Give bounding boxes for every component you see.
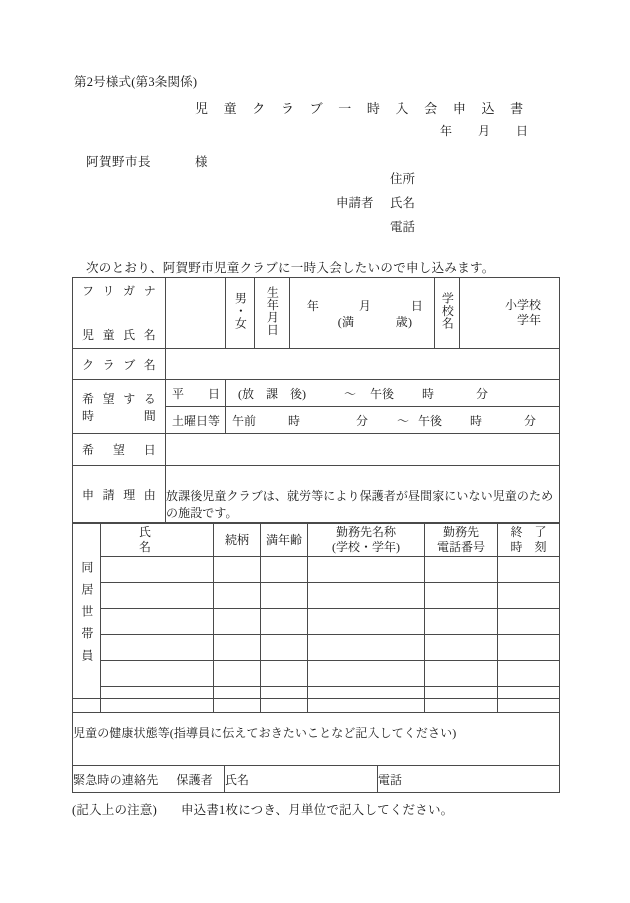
household-table bbox=[72, 523, 560, 713]
birth-age-close: 歳) bbox=[395, 314, 413, 329]
reason-text-cell[interactable] bbox=[166, 466, 560, 523]
school-name-label-cell bbox=[435, 278, 460, 349]
emergency-row bbox=[73, 766, 560, 793]
household-cell-workphone[interactable] bbox=[425, 609, 498, 635]
saturday-tilde: ～ bbox=[396, 413, 409, 428]
club-name-label: ク ラ ブ 名 bbox=[82, 357, 156, 372]
household-cell-workplace[interactable] bbox=[308, 609, 425, 635]
saturday-hour-label: 時 bbox=[288, 413, 301, 428]
birth-month-label: 月 bbox=[358, 298, 372, 313]
household-header-row bbox=[73, 524, 560, 557]
household-cell-age[interactable] bbox=[261, 661, 308, 687]
household-col-name-label: 氏 名 bbox=[139, 525, 176, 554]
saturday-label-cell bbox=[166, 407, 226, 434]
school-grade-cell[interactable] bbox=[460, 278, 560, 349]
saturday-time-cell[interactable] bbox=[226, 407, 560, 434]
date-day-label: 日 bbox=[516, 124, 529, 138]
gender-label-cell bbox=[226, 278, 255, 349]
table-row bbox=[73, 661, 560, 687]
household-col-age-label: 満年齢 bbox=[265, 532, 302, 547]
table-row bbox=[73, 583, 560, 609]
household-side-label: 同居世帯員 bbox=[79, 561, 94, 671]
household-cell-relation[interactable] bbox=[214, 557, 261, 583]
applicant-label: 申請者 bbox=[336, 196, 374, 210]
applicant-address-row bbox=[336, 167, 415, 191]
household-cell-workplace[interactable] bbox=[308, 635, 425, 661]
household-cell-relation[interactable] bbox=[214, 583, 261, 609]
application-table bbox=[72, 277, 560, 523]
date-year-label: 年 bbox=[440, 124, 453, 138]
household-col-relation bbox=[214, 524, 261, 557]
reason-text: 放課後児童クラブは、就労等により保護者が昼間家にいない児童のための施設です。 bbox=[166, 489, 554, 520]
child-name-row bbox=[73, 278, 560, 349]
applicant-phone-row bbox=[336, 215, 415, 239]
addressee-name: 阿賀野市長 bbox=[86, 155, 152, 169]
household-cell-endtime[interactable] bbox=[498, 635, 560, 661]
reason-label-cell bbox=[73, 466, 166, 523]
household-cell-workphone[interactable] bbox=[425, 635, 498, 661]
household-cell-name[interactable] bbox=[101, 661, 214, 687]
birth-age-open: (満 bbox=[337, 314, 355, 329]
household-cell-endtime[interactable] bbox=[498, 557, 560, 583]
weekday-tilde: ～ bbox=[343, 386, 356, 401]
applicant-phone-label: 電話 bbox=[390, 220, 416, 234]
household-col-workphone bbox=[425, 524, 498, 557]
reason-label: 申 請 理 由 bbox=[82, 487, 156, 502]
birthdate-label: 生年月日 bbox=[265, 286, 280, 336]
intro-text: 次のとおり、阿賀野市児童クラブに一時入会したいので申し込みます。 bbox=[86, 261, 495, 275]
birthdate-input-cell[interactable] bbox=[290, 278, 435, 349]
furigana-label: フリガナ bbox=[82, 284, 156, 298]
reason-row bbox=[73, 466, 560, 523]
saturday-minute2-label: 分 bbox=[524, 413, 537, 428]
emergency-guardian-label: 保護者 bbox=[176, 772, 214, 787]
household-cell-workphone[interactable] bbox=[425, 557, 498, 583]
emergency-label: 緊急時の連絡先 bbox=[73, 772, 159, 787]
household-cell-endtime[interactable] bbox=[498, 661, 560, 687]
applicant-block bbox=[336, 167, 415, 239]
addressee-honorific: 様 bbox=[195, 155, 209, 169]
household-col-name bbox=[101, 524, 214, 557]
desired-time-label-line1: 希 望 す る bbox=[82, 391, 156, 406]
emergency-name-label: 氏名 bbox=[225, 772, 250, 787]
school-line-1: 小学校 bbox=[504, 298, 541, 312]
desired-time-label-line2: 時 間 bbox=[82, 408, 156, 423]
desired-time-label-cell bbox=[73, 380, 166, 434]
household-cell-endtime[interactable] bbox=[498, 583, 560, 609]
saturday-pm-label: 午後 bbox=[418, 413, 443, 428]
birthdate-label-cell bbox=[255, 278, 290, 349]
table-row bbox=[73, 635, 560, 661]
weekday-time-cell[interactable] bbox=[226, 380, 560, 407]
household-col-workplace-line2: (学校・学年) bbox=[332, 540, 400, 554]
child-name-input-cell[interactable] bbox=[166, 278, 226, 349]
household-cell-workphone[interactable] bbox=[425, 661, 498, 687]
club-name-label-cell bbox=[73, 349, 166, 380]
addressee bbox=[86, 152, 208, 170]
health-emergency-table bbox=[72, 698, 560, 793]
weekday-minute-label: 分 bbox=[476, 386, 489, 401]
health-row bbox=[73, 699, 560, 766]
household-cell-relation[interactable] bbox=[214, 635, 261, 661]
household-cell-relation[interactable] bbox=[214, 661, 261, 687]
applicant-name-row bbox=[336, 191, 415, 215]
weekday-label-cell bbox=[166, 380, 226, 407]
household-col-workphone-line1: 勤務先 bbox=[442, 525, 479, 539]
desired-date-label-cell bbox=[73, 434, 166, 466]
household-cell-age[interactable] bbox=[261, 609, 308, 635]
household-col-endtime bbox=[498, 524, 560, 557]
household-cell-workphone[interactable] bbox=[425, 583, 498, 609]
footer-note-label: (記入上の注意) bbox=[72, 803, 157, 817]
gender-label: 男・女 bbox=[233, 292, 248, 330]
household-cell-name[interactable] bbox=[101, 609, 214, 635]
saturday-hour2-label: 時 bbox=[470, 413, 483, 428]
household-cell-workplace[interactable] bbox=[308, 583, 425, 609]
household-cell-age[interactable] bbox=[261, 557, 308, 583]
page-title: 児 童 ク ラ ブ 一 時 入 会 申 込 書 bbox=[195, 101, 530, 116]
household-col-relation-label: 続柄 bbox=[224, 532, 249, 547]
desired-date-label: 希 望 日 bbox=[82, 443, 156, 457]
emergency-phone-label: 電話 bbox=[378, 772, 403, 787]
household-cell-name[interactable] bbox=[101, 557, 214, 583]
saturday-am-label: 午前 bbox=[232, 413, 257, 428]
footer-note-text: 申込書1枚につき、月単位で記入してください。 bbox=[180, 803, 454, 817]
birth-day-label: 日 bbox=[410, 298, 424, 313]
weekday-after-school-label: (放 課 後) bbox=[238, 386, 306, 401]
desired-time-weekday-row bbox=[73, 380, 560, 407]
weekday-label: 平 日 bbox=[172, 386, 221, 401]
footer-note bbox=[72, 800, 453, 818]
emergency-phone-cell[interactable] bbox=[378, 766, 560, 793]
household-cell-workplace[interactable] bbox=[308, 557, 425, 583]
desired-date-row bbox=[73, 434, 560, 466]
club-name-row bbox=[73, 349, 560, 380]
household-col-endtime-line2: 時 刻 bbox=[510, 540, 547, 554]
emergency-label-cell bbox=[73, 766, 225, 793]
household-cell-name[interactable] bbox=[101, 635, 214, 661]
household-cell-age[interactable] bbox=[261, 635, 308, 661]
child-name-label-cell bbox=[73, 278, 166, 349]
school-name-label: 学校名 bbox=[440, 292, 455, 330]
desired-date-input-cell[interactable] bbox=[166, 434, 560, 466]
applicant-name-label: 氏名 bbox=[390, 196, 416, 210]
household-cell-endtime[interactable] bbox=[498, 609, 560, 635]
emergency-name-cell[interactable] bbox=[225, 766, 378, 793]
household-col-endtime-line1: 終 了 bbox=[510, 525, 547, 539]
household-cell-workplace[interactable] bbox=[308, 661, 425, 687]
household-side-label-cell bbox=[73, 524, 101, 713]
weekday-pm-label: 午後 bbox=[370, 386, 395, 401]
health-status-cell[interactable] bbox=[73, 699, 560, 766]
club-name-input-cell[interactable] bbox=[166, 349, 560, 380]
child-name-label: 児 童 氏 名 bbox=[82, 328, 156, 342]
school-line-2: 学年 bbox=[516, 313, 541, 327]
household-col-workplace bbox=[308, 524, 425, 557]
table-row bbox=[73, 557, 560, 583]
household-col-workplace-line1: 勤務先名称 bbox=[335, 525, 396, 539]
household-cell-age[interactable] bbox=[261, 583, 308, 609]
saturday-minute-label: 分 bbox=[356, 413, 369, 428]
birth-year-label: 年 bbox=[306, 298, 320, 313]
submission-date-line bbox=[440, 122, 529, 139]
applicant-address-label: 住所 bbox=[390, 172, 416, 186]
table-row bbox=[73, 609, 560, 635]
date-month-label: 月 bbox=[478, 124, 491, 138]
household-col-age bbox=[261, 524, 308, 557]
household-cell-relation[interactable] bbox=[214, 609, 261, 635]
form-number: 第2号様式(第3条関係) bbox=[74, 75, 198, 89]
weekday-hour-label: 時 bbox=[422, 386, 435, 401]
saturday-label: 土曜日等 bbox=[172, 413, 221, 428]
household-col-workphone-line2: 電話番号 bbox=[436, 540, 485, 554]
household-cell-name[interactable] bbox=[101, 583, 214, 609]
health-status-label: 児童の健康状態等(指導員に伝えておきたいことなど記入してください) bbox=[73, 725, 457, 740]
